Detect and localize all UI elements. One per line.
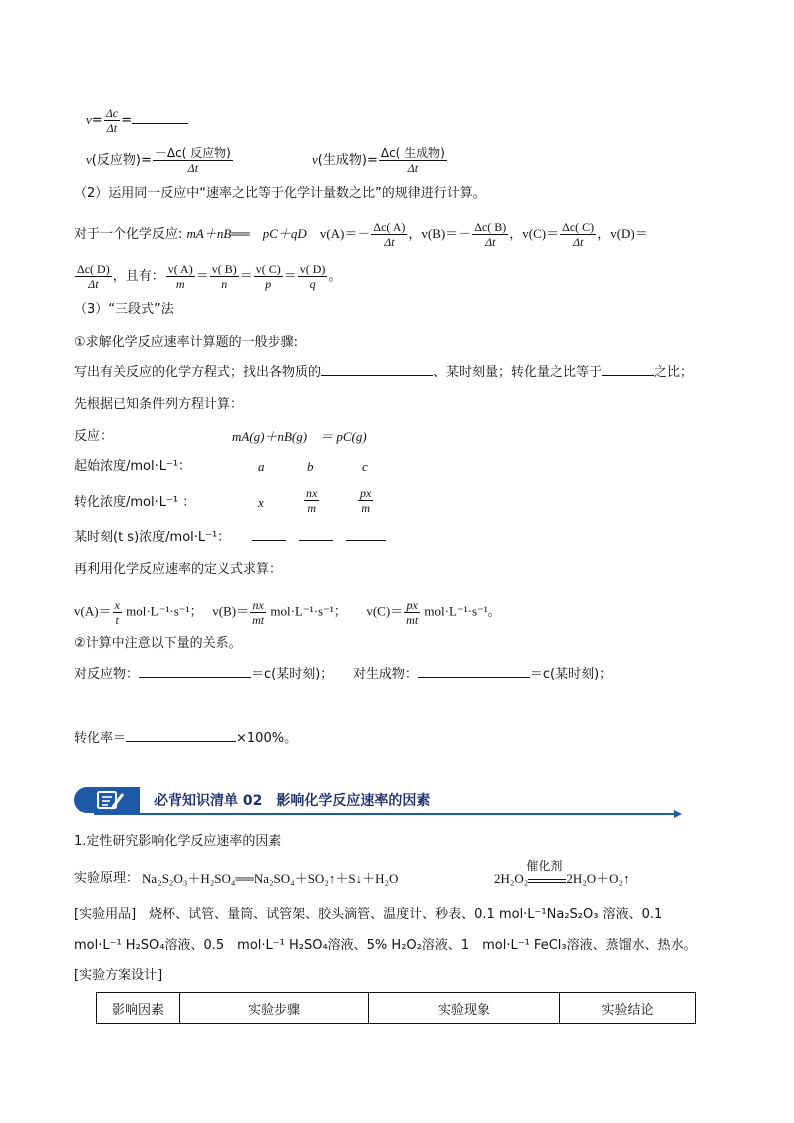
rate-product-formula: v(生成物)= Δc( 生成物) Δt [312,146,445,175]
supplies-line-2: mol·L⁻¹ H₂SO₄溶液、0.5 mol·L⁻¹ H₂SO₄溶液、5% H₂O₂溶液、1 mol·L⁻¹ FeCl₃溶液、蒸馏水、热水。 [74,938,697,953]
row-reaction-equation: mA(g)＋nB(g) ＝ pC(g) [232,429,367,444]
step-2-heading: ②计算中注意以下量的关系。 [74,636,242,651]
design-label: [实验方案设计] [74,968,163,983]
section-3-heading: （3）“三段式”法 [74,302,174,317]
row-start-b: b [307,459,314,474]
table-header-row [97,993,696,1024]
ratio-equality-line: $\frac{\Delta c( D)}{\Delta t}$ ，且有： $\frac{v( A)}{m}$ ＝ $\frac{v( B)}{n}$ ＝ $\frac{v( C)}{p}$ ＝ $\frac{v( D)}{q}$ 。 [77,262,342,291]
row-start-a: a [258,459,265,474]
answer-blank[interactable] [602,363,654,376]
answer-blank[interactable] [346,528,386,541]
rate-intro: 再利用化学反应速率的定义式求算： [74,562,283,577]
fraction: －Δc( 反应物) Δt [154,146,231,175]
answer-blank[interactable] [126,729,236,742]
row-change-px: $\frac{px}{m}$ [360,486,372,515]
row-start-c: c [362,459,368,474]
fraction: Δc( 生成物) Δt [380,146,445,175]
catalyst-label: 催化剂 [526,859,563,873]
fraction: $\frac{\Delta c}{\Delta t}$ [105,106,119,135]
rate-results-line: v(A)＝ $\frac{x}{t}$ mol·L⁻¹·s⁻¹； v(B)＝ $\frac{nx}{mt}$ mol·L⁻¹·s⁻¹； v(C)＝ $\frac{px}{mt}$ mol·L⁻¹·s⁻¹。 [74,598,501,627]
row-change-nx: $\frac{nx}{m}$ [306,486,318,515]
experiment-design-table [96,992,696,1024]
row-change-x: x [258,495,264,510]
notebook-pencil-icon [92,787,132,813]
answer-blank[interactable] [299,528,333,541]
row-reaction-label: 反应： [74,429,114,444]
header-underline [94,813,680,815]
rate-reactant-formula: v(反应物)= －Δc( 反应物) Δt [86,146,231,175]
answer-blank[interactable] [252,528,286,541]
quantity-relations-line: 对反应物： ＝c(某时刻)； 对生成物： ＝c(某时刻)； [74,667,613,682]
col-phenomena: 实验现象 [369,993,560,1024]
answer-blank[interactable] [321,363,433,376]
calc-intro: 先根据已知条件列方程计算： [74,397,244,412]
section-2-heading: （2）运用同一反应中“速率之比等于化学计量数之比”的规律进行计算。 [74,186,486,201]
step-1-instructions: 写出有关反应的化学方程式；找出各物质的 、某时刻量；转化量之比等于 之比； [74,365,694,380]
conversion-line: 转化率＝ ×100%。 [74,731,298,746]
rate-definition-formula: v= $\frac{\Delta c}{\Delta t}$ = [86,106,188,135]
answer-blank[interactable] [132,111,188,124]
row-time-label: 某时刻(t s)浓度/mol·L⁻¹： [74,530,231,545]
row-change-label: 转化浓度/mol·L⁻¹ ： [74,495,196,510]
ratio-rule-line: 对于一个化学反应: mA＋nB══ pC＋qD v(A)＝－ $\frac{\Delta c( A)}{\Delta t}$ ，v(B)＝－ $\frac{\Delta c( B)}{\Delta t}$ ，v(C)＝ $\frac{\Delta c( C)}{\Delta t}$ ，v(D)＝ [74,220,648,249]
principle-equation-2: 2H₂O₂ 催化剂 2H₂O＋O₂↑ [494,869,630,889]
part-1-heading: 1.定性研究影响化学反应速率的因素 [74,834,282,849]
col-factor: 影响因素 [97,993,180,1024]
row-time-blanks [252,528,386,548]
header-arrow [674,810,682,818]
answer-blank[interactable] [418,665,530,678]
answer-blank[interactable] [139,665,251,678]
principle-equation-1: Na₂S₂O₃＋H₂SO₄══Na₂SO₄＋SO₂↑＋S↓＋H₂O [142,871,399,886]
row-start-label: 起始浓度/mol·L⁻¹： [74,459,192,474]
section-header [74,785,680,815]
col-steps: 实验步骤 [180,993,369,1024]
col-conclusion: 实验结论 [560,993,696,1024]
header-icon-box [74,787,140,813]
section-header-title: 必背知识清单 02 影响化学反应速率的因素 [154,793,431,809]
supplies-line-1: [实验用品] 烧杯、试管、量筒、试管架、胶头滴管、温度计、秒表、0.1 mol·L⁻¹Na₂S₂O₃ 溶液、0.1 [74,907,663,922]
step-1-heading: ①求解化学反应速率计算题的一般步骤: [74,335,299,350]
principle-label: 实验原理： [74,871,140,886]
